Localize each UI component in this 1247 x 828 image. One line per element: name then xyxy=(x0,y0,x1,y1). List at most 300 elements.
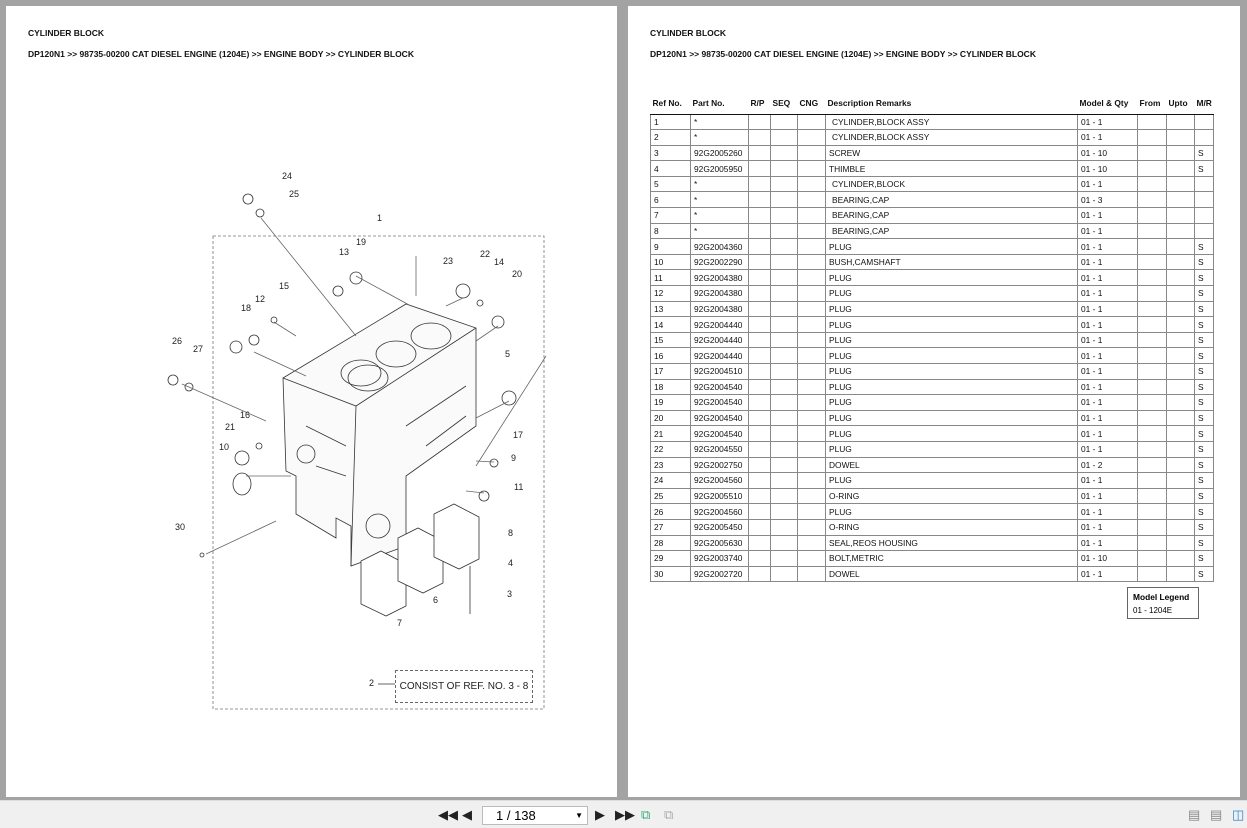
callout-number: 26 xyxy=(172,336,183,346)
table-cell xyxy=(749,145,771,161)
table-cell: 01 - 1 xyxy=(1078,317,1138,333)
table-cell xyxy=(798,473,826,489)
table-row xyxy=(651,270,1214,286)
single-page-view-icon[interactable]: ▤ xyxy=(1188,807,1201,822)
callout-number: 11 xyxy=(514,482,524,492)
table-cell xyxy=(771,286,798,302)
callout-number: 22 xyxy=(480,249,491,259)
table-cell: * xyxy=(691,192,749,208)
table-cell: S xyxy=(1195,457,1214,473)
table-cell xyxy=(1138,348,1167,364)
table-cell: 92G2004360 xyxy=(691,239,749,255)
table-row xyxy=(651,519,1214,535)
table-row xyxy=(651,364,1214,380)
table-cell: SEAL,REOS HOUSING xyxy=(826,535,1078,551)
table-cell xyxy=(771,176,798,192)
table-cell xyxy=(1167,239,1195,255)
table-cell: 92G2005260 xyxy=(691,145,749,161)
table-cell xyxy=(798,441,826,457)
table-cell: * xyxy=(691,176,749,192)
callout-number: 18 xyxy=(241,303,252,313)
table-cell: PLUG xyxy=(826,504,1078,520)
table-cell: S xyxy=(1195,145,1214,161)
table-cell xyxy=(771,254,798,270)
table-cell xyxy=(1138,145,1167,161)
callout-number: 17 xyxy=(513,430,524,440)
table-cell: S xyxy=(1195,566,1214,582)
table-row xyxy=(651,410,1214,426)
table-cell: SCREW xyxy=(826,145,1078,161)
consist-note: CONSIST OF REF. NO. 3 - 8 xyxy=(395,670,533,703)
table-cell: PLUG xyxy=(826,317,1078,333)
table-cell xyxy=(1195,176,1214,192)
table-cell xyxy=(798,239,826,255)
pdf-toolbar xyxy=(0,800,1247,828)
table-cell: S xyxy=(1195,488,1214,504)
table-row xyxy=(651,426,1214,442)
table-cell: * xyxy=(691,208,749,224)
table-cell xyxy=(749,192,771,208)
table-cell: 12 xyxy=(651,286,691,302)
table-cell: PLUG xyxy=(826,473,1078,489)
table-row xyxy=(651,145,1214,161)
table-cell xyxy=(749,441,771,457)
table-cell: 11 xyxy=(651,270,691,286)
table-cell: O-RING xyxy=(826,519,1078,535)
callout-number: 9 xyxy=(511,453,517,463)
table-cell xyxy=(798,457,826,473)
table-cell: 01 - 1 xyxy=(1078,441,1138,457)
table-cell xyxy=(771,364,798,380)
table-cell xyxy=(1167,426,1195,442)
table-cell: 9 xyxy=(651,239,691,255)
table-cell: 01 - 1 xyxy=(1078,301,1138,317)
table-cell: 92G2004550 xyxy=(691,441,749,457)
table-row xyxy=(651,441,1214,457)
callout-number: 7 xyxy=(397,618,403,628)
column-header: Ref No. xyxy=(651,92,691,114)
table-cell xyxy=(798,317,826,333)
table-cell xyxy=(749,301,771,317)
table-cell: 01 - 1 xyxy=(1078,332,1138,348)
page-title: CYLINDER BLOCK xyxy=(650,28,727,38)
table-cell: 01 - 3 xyxy=(1078,192,1138,208)
table-cell: 01 - 1 xyxy=(1078,410,1138,426)
table-cell: 22 xyxy=(651,441,691,457)
table-cell: S xyxy=(1195,426,1214,442)
table-cell: S xyxy=(1195,254,1214,270)
table-cell: 92G2005630 xyxy=(691,535,749,551)
callout-number: 8 xyxy=(508,528,514,538)
table-cell: 14 xyxy=(651,317,691,333)
table-cell xyxy=(771,519,798,535)
table-cell xyxy=(771,130,798,146)
table-cell xyxy=(1167,161,1195,177)
table-cell xyxy=(1138,114,1167,130)
column-header: M/R xyxy=(1195,92,1214,114)
table-cell: 1 xyxy=(651,114,691,130)
table-cell: S xyxy=(1195,348,1214,364)
table-cell: 24 xyxy=(651,473,691,489)
table-cell: PLUG xyxy=(826,364,1078,380)
table-cell xyxy=(1167,348,1195,364)
callout-number: 1 xyxy=(377,213,383,223)
table-cell xyxy=(1138,488,1167,504)
table-cell xyxy=(771,145,798,161)
two-page-view-icon[interactable]: ◫ xyxy=(1232,807,1245,822)
column-header: From xyxy=(1138,92,1167,114)
table-cell: DOWEL xyxy=(826,566,1078,582)
table-row xyxy=(651,286,1214,302)
table-cell: 26 xyxy=(651,504,691,520)
table-cell: BEARING,CAP xyxy=(826,223,1078,239)
callout-number: 10 xyxy=(219,442,230,452)
table-cell xyxy=(771,504,798,520)
table-cell xyxy=(749,504,771,520)
table-cell xyxy=(1167,364,1195,380)
callout-number: 16 xyxy=(240,410,251,420)
table-cell xyxy=(1167,410,1195,426)
table-cell: 92G2002290 xyxy=(691,254,749,270)
table-cell: 01 - 1 xyxy=(1078,426,1138,442)
table-cell xyxy=(1138,130,1167,146)
right-page-parts-list xyxy=(628,6,1240,797)
table-cell: S xyxy=(1195,441,1214,457)
table-cell: 3 xyxy=(651,145,691,161)
go-back-view-icon[interactable]: ⧉ xyxy=(641,807,651,822)
table-cell: S xyxy=(1195,379,1214,395)
table-row xyxy=(651,488,1214,504)
table-cell: 92G2003740 xyxy=(691,551,749,567)
table-cell: PLUG xyxy=(826,379,1078,395)
callout-number: 5 xyxy=(505,349,511,359)
table-cell xyxy=(1138,551,1167,567)
table-cell xyxy=(1138,457,1167,473)
table-cell xyxy=(798,208,826,224)
page-number-value: 1 / 138 xyxy=(496,808,536,823)
table-cell xyxy=(798,379,826,395)
table-cell xyxy=(798,254,826,270)
table-row xyxy=(651,395,1214,411)
table-cell: CYLINDER,BLOCK xyxy=(826,176,1078,192)
table-cell: 01 - 1 xyxy=(1078,473,1138,489)
table-cell xyxy=(1195,223,1214,239)
table-cell xyxy=(749,379,771,395)
table-cell xyxy=(771,114,798,130)
table-cell: 5 xyxy=(651,176,691,192)
table-cell: 01 - 1 xyxy=(1078,239,1138,255)
table-cell xyxy=(798,145,826,161)
table-cell: S xyxy=(1195,270,1214,286)
table-row xyxy=(651,317,1214,333)
table-row xyxy=(651,566,1214,582)
table-cell xyxy=(1167,270,1195,286)
table-cell: 01 - 1 xyxy=(1078,114,1138,130)
table-cell: * xyxy=(691,130,749,146)
table-cell xyxy=(1138,176,1167,192)
table-cell: S xyxy=(1195,535,1214,551)
table-cell: 15 xyxy=(651,332,691,348)
table-cell: BEARING,CAP xyxy=(826,208,1078,224)
table-cell xyxy=(1195,130,1214,146)
first-page-icon[interactable]: ◀◀ xyxy=(438,807,458,822)
callout-number: 4 xyxy=(508,558,514,568)
table-cell: 4 xyxy=(651,161,691,177)
table-cell xyxy=(1138,254,1167,270)
table-row xyxy=(651,114,1214,130)
table-row xyxy=(651,457,1214,473)
table-cell: S xyxy=(1195,364,1214,380)
table-row xyxy=(651,535,1214,551)
table-cell xyxy=(798,301,826,317)
table-cell xyxy=(771,332,798,348)
table-cell xyxy=(798,348,826,364)
table-cell xyxy=(1167,254,1195,270)
table-cell xyxy=(1138,504,1167,520)
table-cell xyxy=(771,239,798,255)
model-legend xyxy=(1127,587,1199,619)
table-cell xyxy=(1167,130,1195,146)
table-cell: 01 - 1 xyxy=(1078,395,1138,411)
table-row xyxy=(651,223,1214,239)
table-cell: 18 xyxy=(651,379,691,395)
column-header: Model & Qty xyxy=(1078,92,1138,114)
table-cell xyxy=(798,223,826,239)
table-cell: S xyxy=(1195,301,1214,317)
table-cell xyxy=(1195,192,1214,208)
table-cell xyxy=(1167,457,1195,473)
table-cell: S xyxy=(1195,239,1214,255)
table-cell: 17 xyxy=(651,364,691,380)
table-cell: PLUG xyxy=(826,301,1078,317)
table-cell xyxy=(1138,395,1167,411)
table-cell xyxy=(1167,301,1195,317)
table-cell xyxy=(1167,551,1195,567)
table-cell: 92G2004560 xyxy=(691,473,749,489)
table-cell: O-RING xyxy=(826,488,1078,504)
table-row xyxy=(651,208,1214,224)
table-cell xyxy=(771,457,798,473)
column-header: Description Remarks xyxy=(826,92,1078,114)
table-cell xyxy=(749,535,771,551)
table-cell: 01 - 1 xyxy=(1078,223,1138,239)
table-row xyxy=(651,161,1214,177)
table-cell: 01 - 10 xyxy=(1078,161,1138,177)
table-cell xyxy=(798,176,826,192)
table-cell xyxy=(1138,286,1167,302)
table-row xyxy=(651,379,1214,395)
table-cell xyxy=(798,114,826,130)
table-cell: S xyxy=(1195,504,1214,520)
parts-table xyxy=(650,92,1214,582)
table-cell: 92G2004380 xyxy=(691,286,749,302)
table-row xyxy=(651,504,1214,520)
table-cell: PLUG xyxy=(826,348,1078,364)
table-cell: 27 xyxy=(651,519,691,535)
table-cell: S xyxy=(1195,332,1214,348)
left-page-diagram xyxy=(6,6,617,797)
table-cell xyxy=(1138,379,1167,395)
table-cell: 01 - 1 xyxy=(1078,348,1138,364)
callout-number: 24 xyxy=(282,171,293,181)
table-cell: PLUG xyxy=(826,270,1078,286)
table-cell: 01 - 1 xyxy=(1078,488,1138,504)
table-cell xyxy=(771,348,798,364)
table-cell xyxy=(771,223,798,239)
table-cell: S xyxy=(1195,473,1214,489)
callout-number: 21 xyxy=(225,422,236,432)
table-row xyxy=(651,301,1214,317)
table-cell: 92G2004540 xyxy=(691,410,749,426)
table-cell xyxy=(798,395,826,411)
table-cell xyxy=(749,239,771,255)
table-cell xyxy=(749,488,771,504)
legend-entry: 01 - 1204E xyxy=(1133,606,1173,615)
table-cell xyxy=(771,208,798,224)
table-cell xyxy=(1167,286,1195,302)
table-row xyxy=(651,192,1214,208)
table-cell: 01 - 1 xyxy=(1078,504,1138,520)
table-cell xyxy=(1195,208,1214,224)
table-cell xyxy=(749,473,771,489)
table-cell: BUSH,CAMSHAFT xyxy=(826,254,1078,270)
table-cell xyxy=(1138,239,1167,255)
table-cell: DOWEL xyxy=(826,457,1078,473)
table-cell xyxy=(749,270,771,286)
table-cell: CYLINDER,BLOCK ASSY xyxy=(826,114,1078,130)
table-cell xyxy=(1167,223,1195,239)
page-title: CYLINDER BLOCK xyxy=(28,28,105,38)
table-cell: PLUG xyxy=(826,332,1078,348)
callout-number: 30 xyxy=(175,522,186,532)
table-cell xyxy=(798,535,826,551)
table-cell xyxy=(771,551,798,567)
table-cell xyxy=(749,410,771,426)
table-cell: 92G2004560 xyxy=(691,504,749,520)
table-row xyxy=(651,254,1214,270)
breadcrumb: DP120N1 >> 98735-00200 CAT DIESEL ENGINE (1204E) >> ENGINE BODY >> CYLINDER BLOCK xyxy=(650,49,1036,59)
table-cell: S xyxy=(1195,410,1214,426)
last-page-icon[interactable]: ▶▶ xyxy=(615,807,635,822)
table-cell xyxy=(749,254,771,270)
table-cell xyxy=(771,192,798,208)
table-cell xyxy=(1167,114,1195,130)
table-cell: 92G2002750 xyxy=(691,457,749,473)
column-header: R/P xyxy=(749,92,771,114)
table-cell xyxy=(1138,208,1167,224)
table-cell xyxy=(1167,317,1195,333)
table-cell: 01 - 1 xyxy=(1078,566,1138,582)
table-cell xyxy=(1138,535,1167,551)
previous-page-icon[interactable]: ◀ xyxy=(462,807,472,822)
table-cell: 01 - 2 xyxy=(1078,457,1138,473)
callout-number: 14 xyxy=(494,257,505,267)
column-header: CNG xyxy=(798,92,826,114)
table-cell: 92G2004440 xyxy=(691,348,749,364)
table-cell: PLUG xyxy=(826,239,1078,255)
table-cell: 2 xyxy=(651,130,691,146)
table-cell xyxy=(798,286,826,302)
table-cell: 21 xyxy=(651,426,691,442)
table-cell: 6 xyxy=(651,192,691,208)
table-cell: 01 - 1 xyxy=(1078,379,1138,395)
table-cell: 92G2002720 xyxy=(691,566,749,582)
next-page-icon[interactable]: ▶ xyxy=(595,807,605,822)
table-cell xyxy=(771,301,798,317)
table-cell: PLUG xyxy=(826,441,1078,457)
table-row xyxy=(651,551,1214,567)
table-cell: 30 xyxy=(651,566,691,582)
table-cell: 7 xyxy=(651,208,691,224)
table-cell: 92G2005950 xyxy=(691,161,749,177)
table-cell xyxy=(798,332,826,348)
table-cell xyxy=(749,130,771,146)
continuous-view-icon[interactable]: ▤ xyxy=(1210,807,1223,822)
table-cell: 92G2004540 xyxy=(691,426,749,442)
table-cell: 01 - 1 xyxy=(1078,208,1138,224)
table-cell: 92G2005510 xyxy=(691,488,749,504)
table-cell xyxy=(749,348,771,364)
table-cell xyxy=(798,364,826,380)
table-cell xyxy=(1138,364,1167,380)
table-cell: 20 xyxy=(651,410,691,426)
table-cell xyxy=(1138,441,1167,457)
callout-number: 15 xyxy=(279,281,290,291)
table-cell: 01 - 1 xyxy=(1078,176,1138,192)
table-cell: 01 - 10 xyxy=(1078,145,1138,161)
table-cell xyxy=(1167,504,1195,520)
table-cell xyxy=(1138,566,1167,582)
table-cell: 01 - 1 xyxy=(1078,286,1138,302)
table-cell: S xyxy=(1195,286,1214,302)
table-cell xyxy=(771,426,798,442)
table-cell xyxy=(1167,145,1195,161)
table-cell xyxy=(1167,176,1195,192)
table-cell xyxy=(798,551,826,567)
table-cell xyxy=(771,270,798,286)
table-cell xyxy=(749,223,771,239)
table-cell xyxy=(749,286,771,302)
table-cell: 01 - 1 xyxy=(1078,535,1138,551)
table-cell xyxy=(1138,192,1167,208)
table-cell xyxy=(771,379,798,395)
table-cell: 01 - 10 xyxy=(1078,551,1138,567)
table-row xyxy=(651,130,1214,146)
callout-number: 27 xyxy=(193,344,204,354)
table-cell xyxy=(749,395,771,411)
page-number-select[interactable] xyxy=(482,806,588,825)
table-cell xyxy=(771,535,798,551)
table-cell xyxy=(798,504,826,520)
table-row xyxy=(651,348,1214,364)
table-cell: 8 xyxy=(651,223,691,239)
table-row xyxy=(651,176,1214,192)
column-header: Part No. xyxy=(691,92,749,114)
table-cell xyxy=(749,114,771,130)
callout-number: 2 xyxy=(369,678,375,688)
callout-number: 3 xyxy=(507,589,513,599)
table-cell: 01 - 1 xyxy=(1078,130,1138,146)
breadcrumb: DP120N1 >> 98735-00200 CAT DIESEL ENGINE (1204E) >> ENGINE BODY >> CYLINDER BLOCK xyxy=(28,49,414,59)
table-cell xyxy=(1138,317,1167,333)
table-cell: THIMBLE xyxy=(826,161,1078,177)
table-cell xyxy=(798,130,826,146)
table-cell: CYLINDER,BLOCK ASSY xyxy=(826,130,1078,146)
table-cell xyxy=(749,161,771,177)
table-cell: 92G2004440 xyxy=(691,332,749,348)
table-cell xyxy=(798,566,826,582)
go-forward-view-icon[interactable]: ⧉ xyxy=(664,807,674,822)
